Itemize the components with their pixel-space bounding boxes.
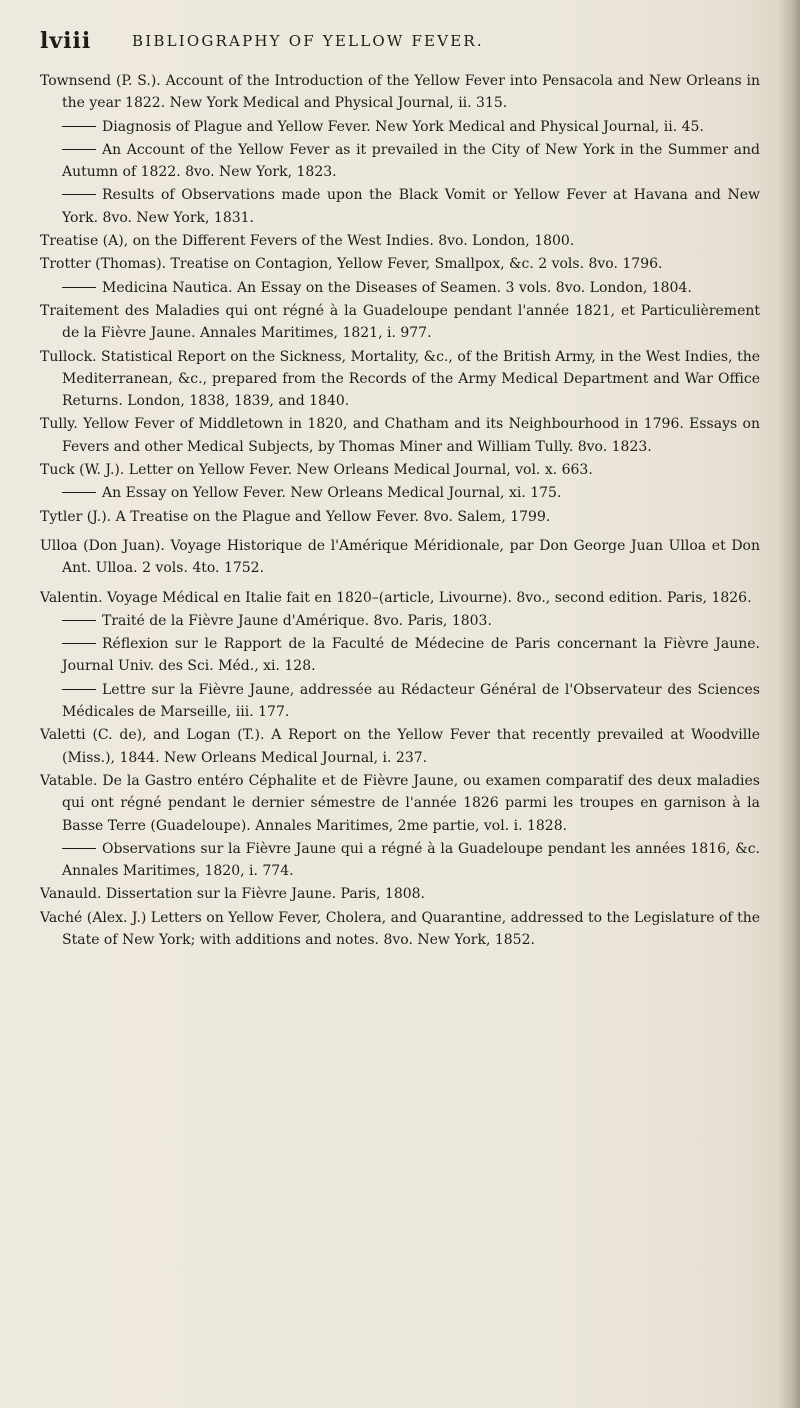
entry-text: Tytler (J.). A Treatise on the Plague and Yellow Fever. 8vo. Salem, 1799. <box>40 508 551 525</box>
ditto-dash <box>62 287 96 288</box>
bibliography-entry <box>40 253 760 275</box>
page-number: lviii <box>40 28 92 54</box>
running-title: BIBLIOGRAPHY OF YELLOW FEVER. <box>132 32 484 50</box>
ditto-dash <box>62 848 96 849</box>
entry-text: Results of Observations made upon the Black Vomit or Yellow Fever at Havana and New York. 8vo. New York, 1831. <box>62 187 760 226</box>
entry-text: Tully. Yellow Fever of Middletown in 1820, and Chatham and its Neighbourhood in 1796. Essays on Fevers and other Medical Subjects, by Thomas Miner and William Tully. 8vo. 1823. <box>40 416 760 455</box>
entry-text: Valentin. Voyage Médical en Italie fait en 1820–(article, Livourne). 8vo., second edition. Paris, 1826. <box>40 589 752 606</box>
bibliography-entry <box>40 506 760 528</box>
bibliography-entry <box>40 70 760 115</box>
entry-text: Vatable. De la Gastro entéro Céphalite et de Fièvre Jaune, ou examen comparatif des deux maladies qui ont régné pendant le dernier sémestre de l'année 1826 parmi les troupes en garnison à la Basse Terre (Guadeloupe). Annales Maritimes, 2me partie, vol. i. 1828. <box>40 772 760 834</box>
ditto-dash <box>62 126 96 127</box>
ditto-dash <box>62 620 96 621</box>
ditto-dash <box>62 194 96 195</box>
entry-text: Réflexion sur le Rapport de la Faculté de Médecine de Paris concernant la Fièvre Jaune. Journal Univ. des Sci. Méd., xi. 128. <box>62 636 760 675</box>
bibliography-entry <box>40 346 760 413</box>
entry-text: Traitement des Maladies qui ont régné à la Guadeloupe pendant l'année 1821, et Particulièrement de la Fièvre Jaune. Annales Maritimes, 1821, i. 977. <box>40 302 760 342</box>
entry-text: Vaché (Alex. J.) Letters on Yellow Fever, Cholera, and Quarantine, addressed to the Legislature of the State of New York; with additions and notes. 8vo. New York, 1852. <box>40 909 760 948</box>
entry-text: Vanauld. Dissertation sur la Fièvre Jaune. Paris, 1808. <box>40 886 425 903</box>
bibliography-entry <box>40 587 760 609</box>
entry-text: Lettre sur la Fièvre Jaune, addressée au Rédacteur Général de l'Observateur des Sciences Médicales de Marseille, iii. 177. <box>62 681 760 721</box>
entry-text: Medicina Nautica. An Essay on the Diseases of Seamen. 3 vols. 8vo. London, 1804. <box>102 279 692 296</box>
entry-text: Observations sur la Fièvre Jaune qui a régné à la Guadeloupe pendant les années 1816, &c. Annales Maritimes, 1820, i. 774. <box>62 840 760 880</box>
bibliography-entry <box>40 724 760 769</box>
entry-text: Tuck (W. J.). Letter on Yellow Fever. New Orleans Medical Journal, vol. x. 663. <box>40 462 593 479</box>
bibliography-entry <box>40 413 760 458</box>
bibliography-entry <box>40 535 760 580</box>
ditto-dash <box>62 643 96 644</box>
entry-text: Trotter (Thomas). Treatise on Contagion, Yellow Fever, Smallpox, &c. 2 vols. 8vo. 1796. <box>40 256 663 273</box>
bibliography-entry <box>40 883 760 905</box>
bibliography-entry <box>40 633 760 678</box>
bibliography-entry <box>40 770 760 837</box>
entry-text: Diagnosis of Plague and Yellow Fever. New York Medical and Physical Journal, ii. 45. <box>102 118 704 135</box>
bibliography-entry <box>40 116 760 138</box>
bibliography-entry <box>40 184 760 229</box>
entry-text: Valetti (C. de), and Logan (T.). A Report on the Yellow Fever that recently prevailed at Woodville (Miss.), 1844. New Orleans Medical Journal, i. 237. <box>40 727 760 766</box>
bibliography-entry <box>40 300 760 345</box>
bibliography-entry <box>40 482 760 504</box>
bibliography-entry <box>40 679 760 724</box>
entry-text: Ulloa (Don Juan). Voyage Historique de l'Amérique Méridionale, par Don George Juan Ulloa et Don Ant. Ulloa. 2 vols. 4to. 1752. <box>40 537 760 577</box>
bibliography-entry <box>40 277 760 299</box>
bibliography-entry <box>40 230 760 252</box>
ditto-dash <box>62 149 96 150</box>
bibliography-list <box>40 70 760 952</box>
entry-text: Traité de la Fièvre Jaune d'Amérique. 8vo. Paris, 1803. <box>102 612 492 629</box>
entry-text: An Essay on Yellow Fever. New Orleans Medical Journal, xi. 175. <box>102 485 562 502</box>
entry-text: Tullock. Statistical Report on the Sickness, Mortality, &c., of the British Army, in the West Indies, the Mediterranean, &c., prepared from the Records of the Army Medical Department and War Office Returns. London, 1838, 1839, and 1840. <box>40 348 760 410</box>
bibliography-entry <box>40 838 760 883</box>
entry-text: An Account of the Yellow Fever as it prevailed in the City of New York in the Summer and Autumn of 1822. 8vo. New York, 1823. <box>62 141 760 181</box>
ditto-dash <box>62 689 96 690</box>
bibliography-entry <box>40 139 760 184</box>
entry-text: Townsend (P. S.). Account of the Introduction of the Yellow Fever into Pensacola and New Orleans in the year 1822. New York Medical and Physical Journal, ii. 315. <box>40 73 760 112</box>
bibliography-entry <box>40 907 760 952</box>
page-header <box>40 28 720 58</box>
entry-text: Treatise (A), on the Different Fevers of the West Indies. 8vo. London, 1800. <box>40 233 575 250</box>
bibliography-entry <box>40 459 760 481</box>
bibliography-entry <box>40 610 760 632</box>
page-edge-shadow <box>778 0 800 1408</box>
ditto-dash <box>62 492 96 493</box>
